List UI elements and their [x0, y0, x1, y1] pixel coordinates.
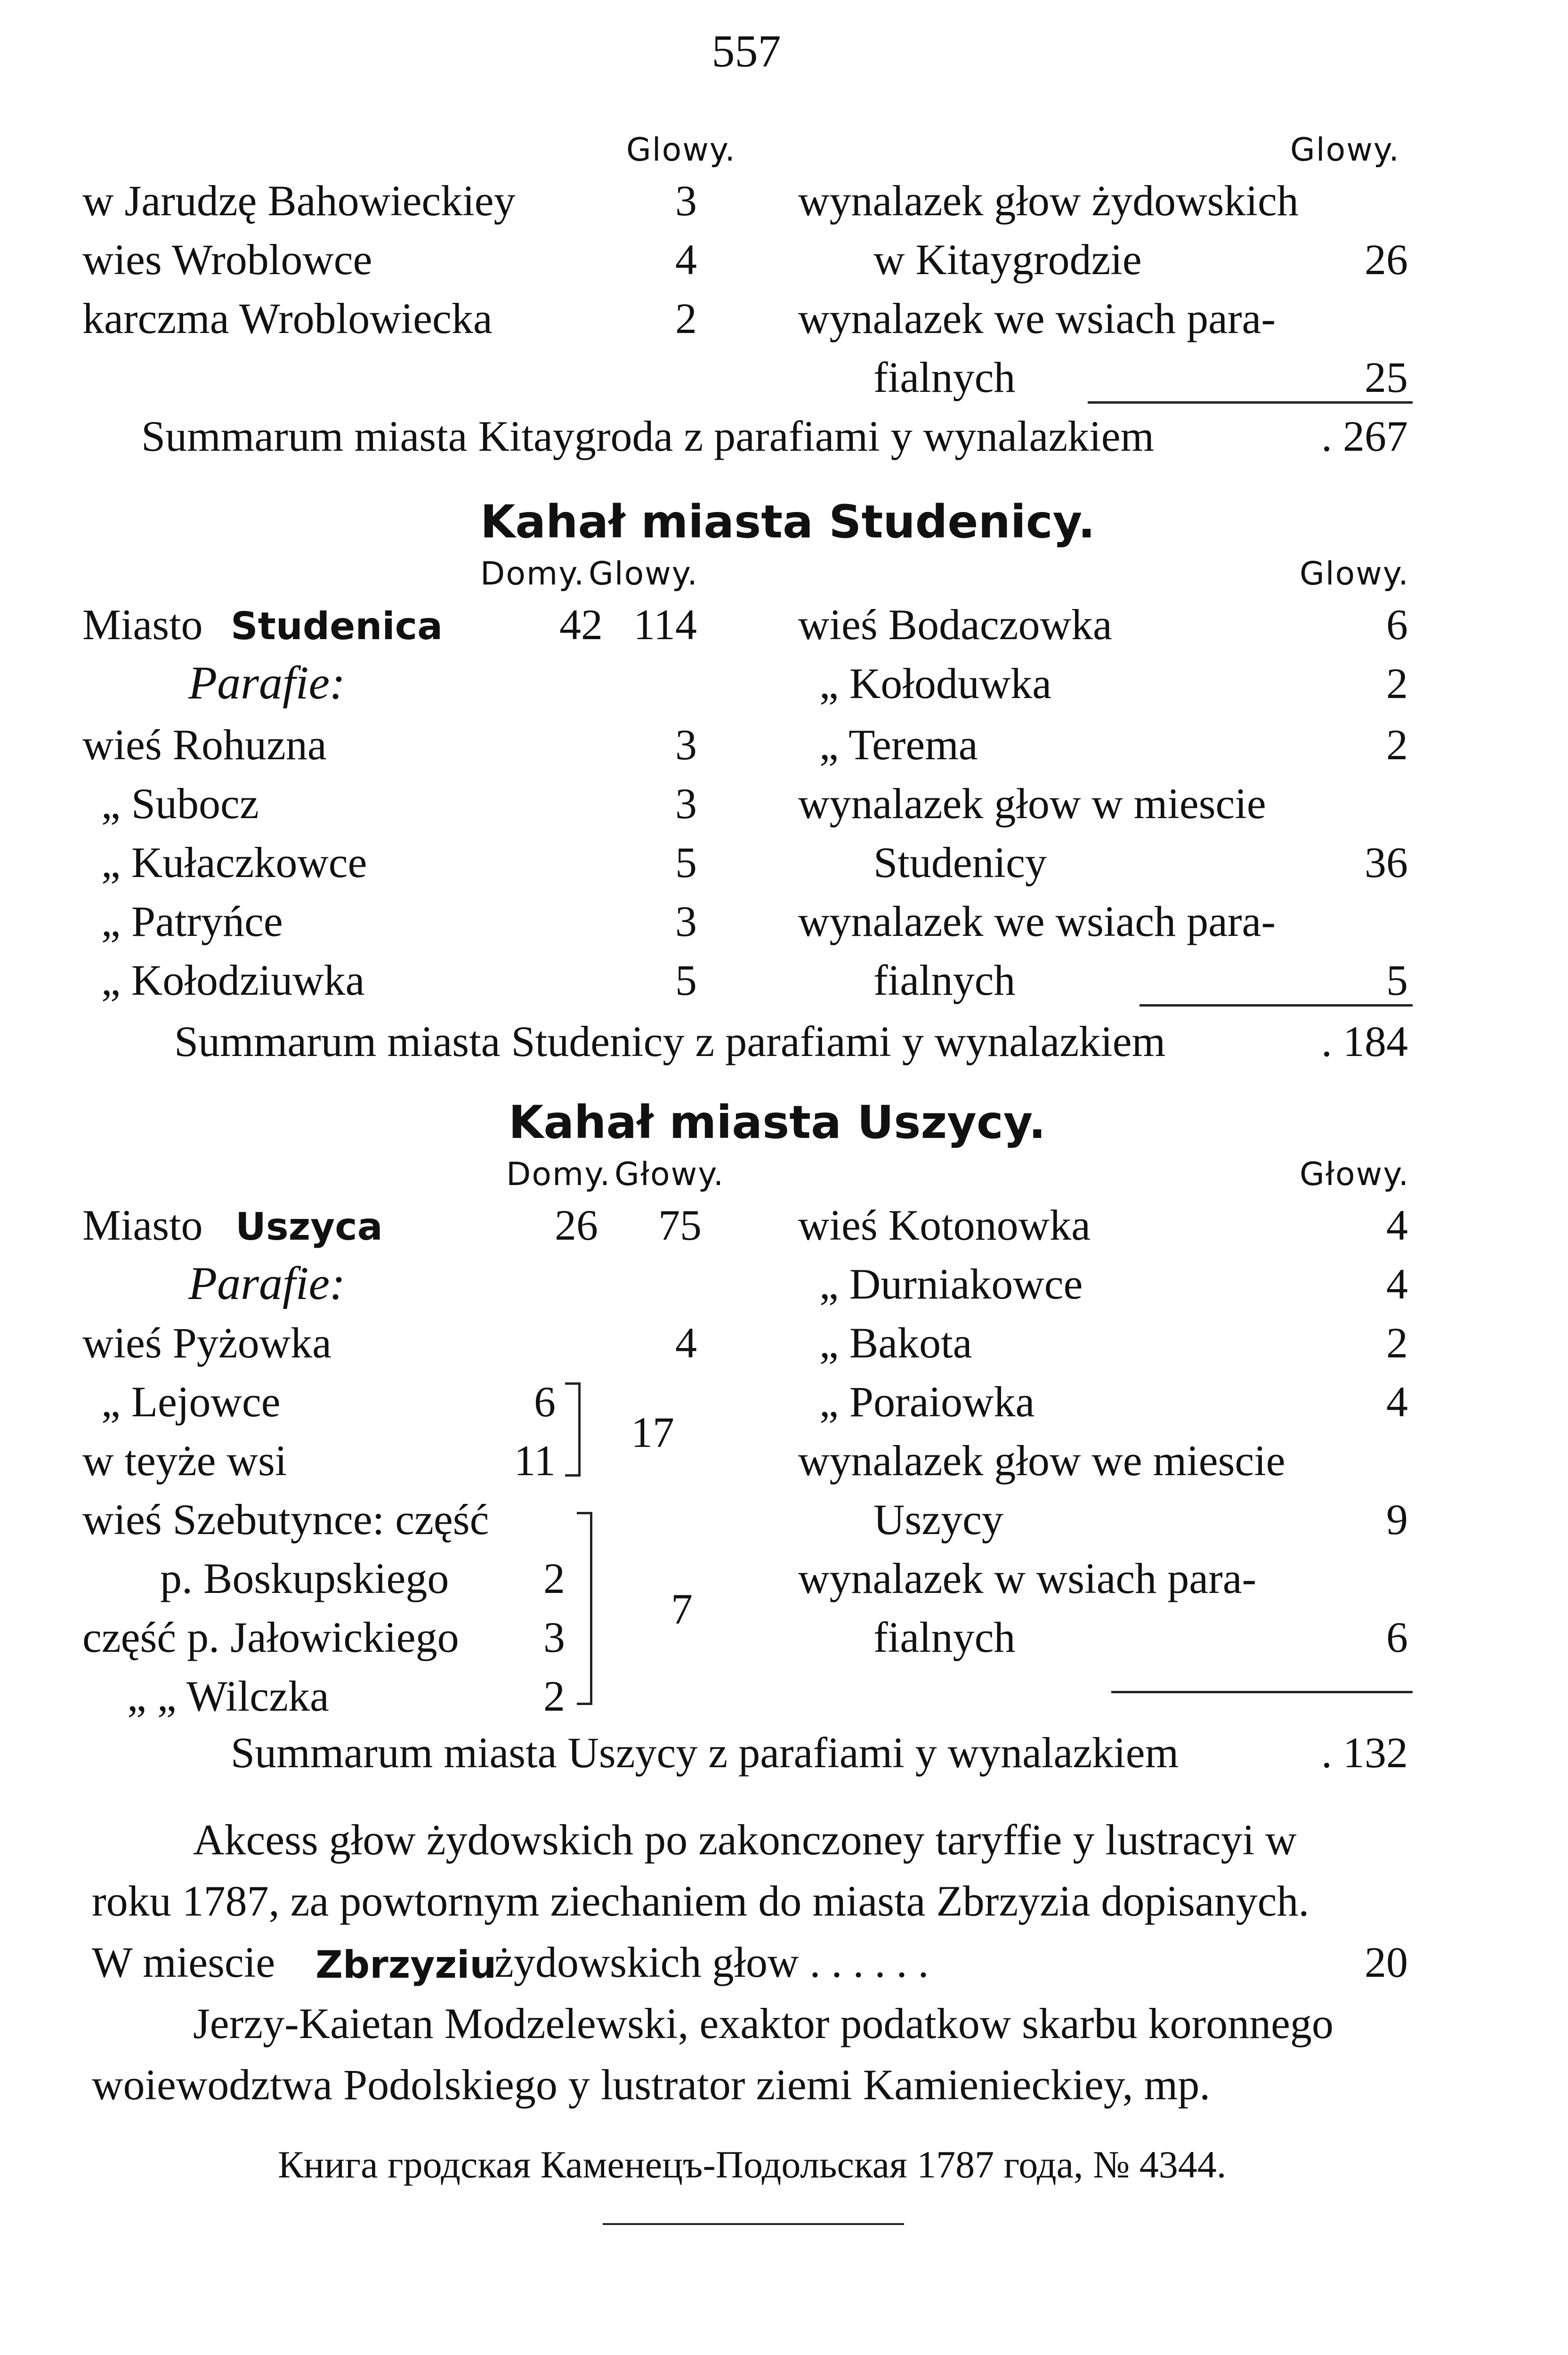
uszyca-col-glowy-right: Głowy.: [1300, 1156, 1410, 1193]
akcess-line-2: roku 1787, za powtornym ziechaniem do miasta Zbrzyzia dopisanych.: [92, 1877, 1309, 1925]
uszyca-right-label-6: wynalazek w wsiach para-: [798, 1554, 1257, 1602]
uszyca-left-value-6: 2: [543, 1672, 565, 1720]
kitaygrod-right-label-1: w Kitaygrodzie: [873, 236, 1142, 284]
studenica-left-value-3: 3: [675, 897, 697, 945]
kitaygrod-summary-label: Summarum miasta Kitaygroda z parafiami y wynalazkiem: [141, 412, 1155, 460]
uszyca-summary-value: . 132: [1321, 1729, 1408, 1777]
studenica-title: Kahał miasta Studenicy.: [480, 495, 1095, 548]
studenica-right-label-0: wieś Bodaczowka: [798, 601, 1112, 649]
uszyca-brace-2: [577, 1512, 592, 1705]
signature-line-1: Jerzy-Kaietan Modzelewski, exaktor podatkow skarbu koronnego: [193, 1999, 1334, 2047]
studenica-sum-rule: [1140, 1004, 1413, 1007]
akcess-line-3-value: 20: [1365, 1938, 1408, 1986]
uszyca-parafie-heading: Parafie:: [188, 1257, 346, 1309]
studenica-town-domy: 42: [559, 601, 603, 649]
uszyca-left-value-1: 6: [534, 1378, 556, 1426]
studenica-right-value-4: 36: [1365, 838, 1408, 886]
kitaygrod-right-label-3: fialnych: [873, 353, 1016, 401]
uszyca-town-glowy: 75: [658, 1201, 702, 1249]
studenica-right-value-1: 2: [1386, 659, 1408, 707]
studenica-col-domy: Domy.: [480, 555, 585, 593]
uszyca-brace-total-1: 17: [631, 1408, 674, 1456]
studenica-right-value-2: 2: [1386, 721, 1408, 769]
uszyca-right-label-0: wieś Kotonowka: [798, 1201, 1091, 1249]
studenica-town-label: Miasto: [82, 601, 203, 649]
uszyca-left-label-3: wieś Szebutynce: część: [82, 1495, 489, 1543]
uszyca-right-value-0: 4: [1386, 1201, 1408, 1249]
kitaygrod-right-value-3: 25: [1365, 353, 1408, 401]
uszyca-brace-1: [565, 1382, 581, 1477]
uszyca-right-value-7: 6: [1386, 1613, 1408, 1661]
kitaygrod-col-glowy-left: Glowy.: [626, 131, 736, 169]
kitaygrod-left-value-1: 4: [675, 236, 697, 284]
studenica-parafie-heading: Parafie:: [188, 657, 346, 709]
uszyca-right-label-4: wynalazek głow we miescie: [798, 1437, 1285, 1485]
uszyca-left-value-4: 2: [543, 1554, 565, 1602]
studenica-right-label-1: „ Kołoduwka: [819, 659, 1052, 707]
studenica-right-label-2: „ Terema: [819, 721, 978, 769]
uszyca-town-label: Miasto: [82, 1201, 203, 1249]
uszyca-col-domy: Domy.: [506, 1156, 611, 1193]
kitaygrod-left-value-0: 3: [675, 177, 697, 225]
studenica-left-value-2: 5: [675, 838, 697, 886]
akcess-line-3-rest: żydowskich głow . . . . . .: [494, 1938, 929, 1986]
uszyca-col-glowy: Głowy.: [614, 1156, 725, 1193]
uszyca-right-label-2: „ Bakota: [819, 1319, 972, 1367]
signature-line-2: woiewodztwa Podolskiego y lustrator ziemi Kamienieckiey, mp.: [92, 2061, 1211, 2109]
kitaygrod-summary-value: . 267: [1321, 412, 1408, 460]
uszyca-left-label-1: „ Lejowce: [101, 1378, 281, 1426]
studenica-summary-label: Summarum miasta Studenicy z parafiami y wynalazkiem: [174, 1017, 1166, 1065]
studenica-col-glowy-right: Glowy.: [1300, 555, 1409, 593]
uszyca-sum-rule: [1111, 1691, 1413, 1693]
uszyca-right-label-3: „ Poraiowka: [819, 1378, 1035, 1426]
studenica-right-value-6: 5: [1386, 956, 1408, 1004]
kitaygrod-right-label-2: wynalazek we wsiach para-: [798, 294, 1276, 342]
page-number: 557: [711, 26, 781, 77]
studenica-left-value-0: 3: [675, 721, 697, 769]
studenica-left-label-0: wieś Rohuzna: [82, 721, 327, 769]
source-footnote: Книга гродская Каменецъ-Подольская 1787 года, № 4344.: [278, 2143, 1227, 2186]
akcess-line-3-prefix: W miescie: [92, 1938, 275, 1986]
uszyca-summary-label: Summarum miasta Uszycy z parafiami y wynalazkiem: [231, 1729, 1179, 1777]
studenica-left-label-1: „ Subocz: [101, 780, 259, 828]
studenica-left-label-2: „ Kułaczkowce: [101, 838, 367, 886]
studenica-right-label-6: fialnych: [873, 956, 1016, 1004]
kitaygrod-left-label-2: karczma Wroblowiecka: [82, 294, 493, 342]
uszyca-right-label-1: „ Durniakowce: [819, 1260, 1083, 1308]
closing-rule: [603, 2223, 904, 2225]
uszyca-title: Kahał miasta Uszycy.: [509, 1096, 1046, 1149]
studenica-town-glowy: 114: [633, 601, 697, 649]
kitaygrod-left-value-2: 2: [675, 294, 697, 342]
uszyca-left-label-2: w teyże wsi: [82, 1437, 287, 1485]
uszyca-left-label-6: „ „ Wilczka: [127, 1672, 329, 1720]
kitaygrod-left-label-1: wies Wroblowce: [82, 236, 372, 284]
kitaygrod-left-label-0: w Jarudzę Bahowieckiey: [82, 177, 516, 225]
uszyca-left-label-4: p. Boskupskiego: [160, 1554, 449, 1602]
uszyca-right-label-5: Uszycy: [873, 1495, 1003, 1543]
akcess-line-1: Akcess głow żydowskich po zakonczoney taryffie y lustracyi w: [193, 1816, 1297, 1864]
uszyca-right-value-2: 2: [1386, 1319, 1408, 1367]
uszyca-town-domy: 26: [555, 1201, 598, 1249]
uszyca-right-label-7: fialnych: [873, 1613, 1016, 1661]
uszyca-left-value-2: 11: [514, 1437, 556, 1485]
studenica-right-label-4: Studenicy: [873, 838, 1047, 886]
kitaygrod-right-value-1: 26: [1365, 236, 1408, 284]
studenica-right-label-5: wynalazek we wsiach para-: [798, 897, 1276, 945]
uszyca-brace-total-2: 7: [671, 1585, 693, 1633]
studenica-left-label-4: „ Kołodziuwka: [101, 956, 365, 1004]
kitaygrod-sum-rule: [1088, 401, 1413, 404]
akcess-line-3-town: Zbrzyziu: [315, 1943, 497, 1987]
uszyca-town-name: Uszyca: [235, 1205, 383, 1249]
uszyca-right-value-3: 4: [1386, 1378, 1408, 1426]
studenica-left-value-4: 5: [675, 956, 697, 1004]
studenica-left-value-1: 3: [675, 780, 697, 828]
studenica-town-name: Studenica: [231, 604, 443, 648]
studenica-summary-value: . 184: [1321, 1017, 1408, 1065]
uszyca-right-value-5: 9: [1386, 1495, 1408, 1543]
kitaygrod-col-glowy-right: Glowy.: [1290, 131, 1400, 169]
studenica-col-glowy: Glowy.: [589, 555, 698, 593]
uszyca-left-value-0: 4: [675, 1319, 697, 1367]
kitaygrod-right-label-0: wynalazek głow żydowskich: [798, 177, 1299, 225]
uszyca-left-value-5: 3: [543, 1613, 565, 1661]
uszyca-left-label-5: część p. Jałowickiego: [82, 1613, 459, 1661]
studenica-right-value-0: 6: [1386, 601, 1408, 649]
uszyca-left-label-0: wieś Pyżowka: [82, 1319, 331, 1367]
uszyca-right-value-1: 4: [1386, 1260, 1408, 1308]
studenica-left-label-3: „ Patryńce: [101, 897, 283, 945]
studenica-right-label-3: wynalazek głow w miescie: [798, 780, 1266, 828]
